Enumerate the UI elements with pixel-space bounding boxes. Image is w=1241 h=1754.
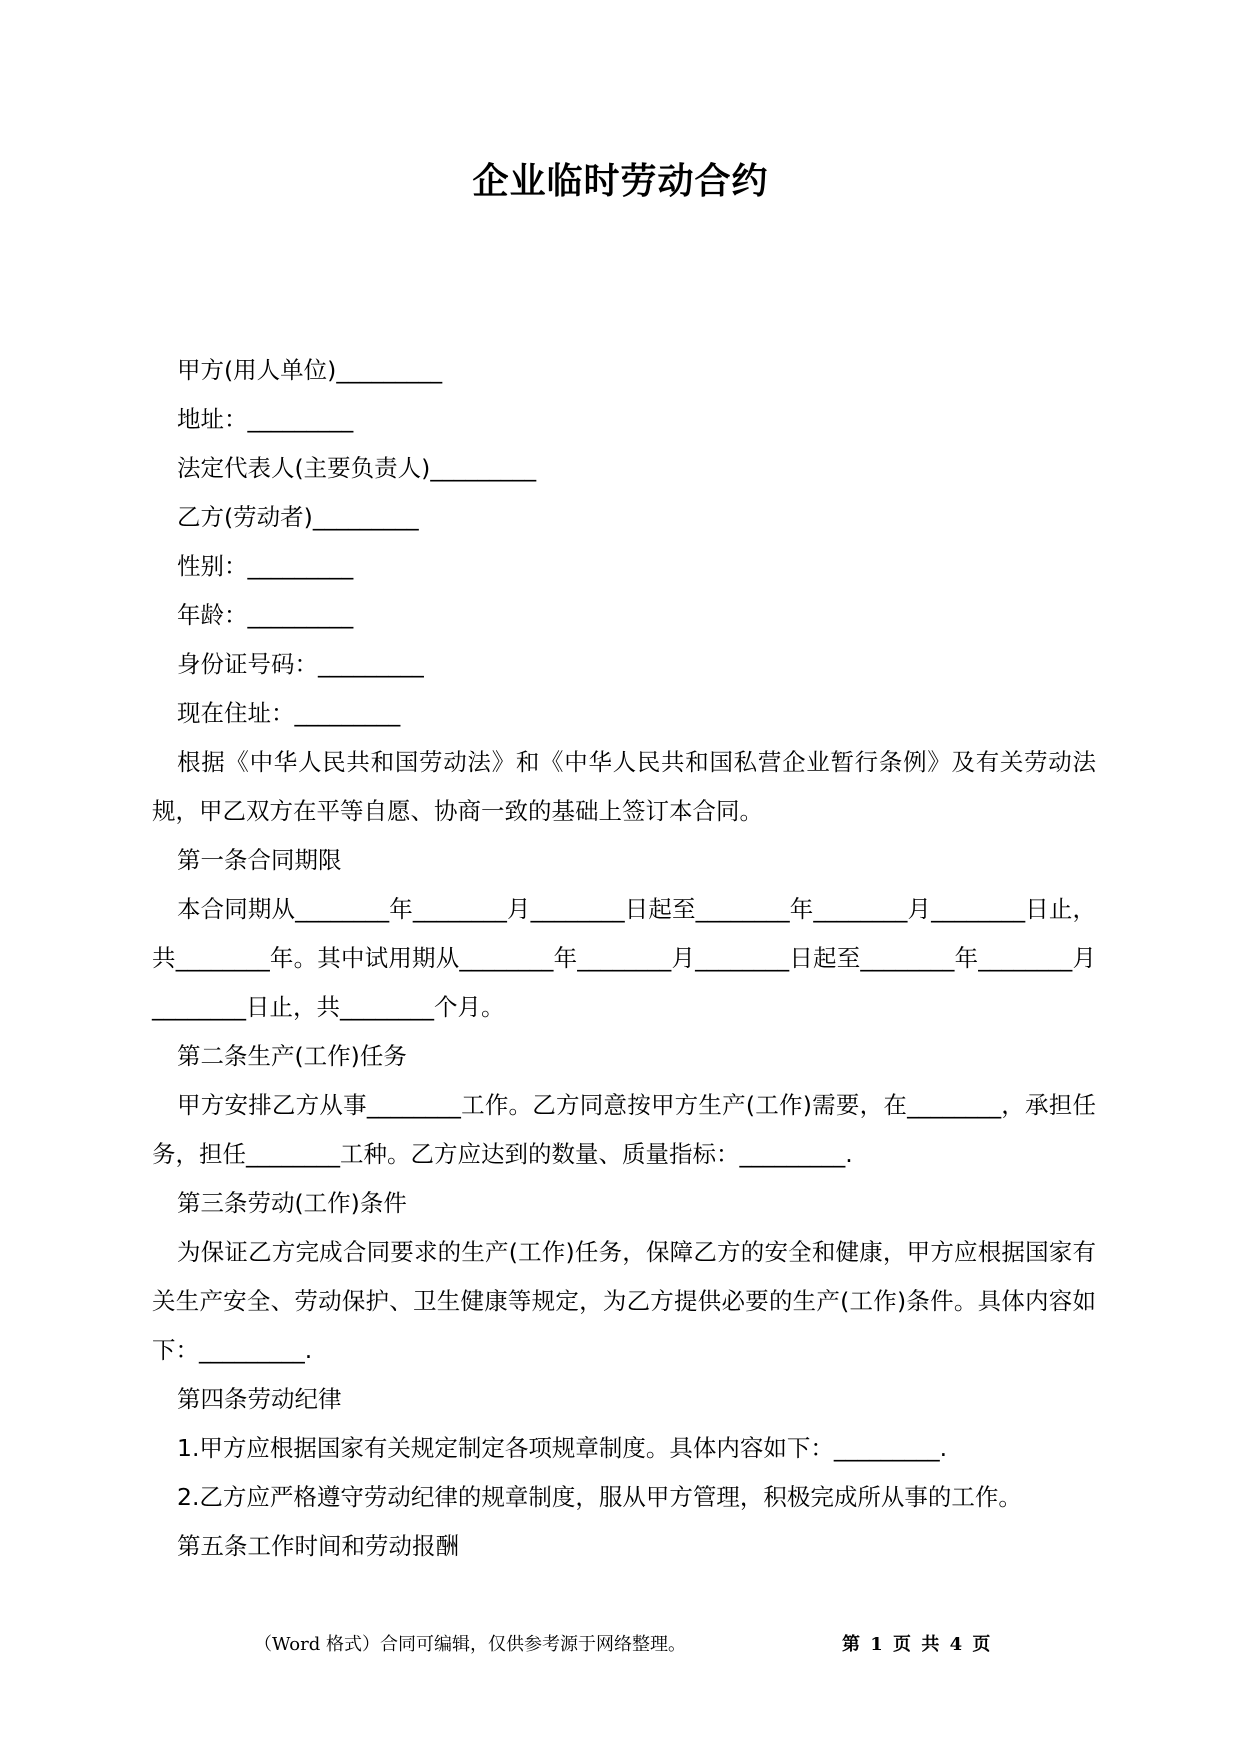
footer-note: （Word 格式）合同可编辑，仅供参考源于网络整理。 bbox=[254, 1634, 686, 1655]
article-4-heading: 第四条劳动纪律 bbox=[177, 1385, 342, 1413]
article-3-body: 为保证乙方完成合同要求的生产(工作)任务，保障乙方的安全和健康，甲方应根据国家有关生产安全、劳动保护、卫生健康等规定，为乙方提供必要的生产(工作)条件。具体内容如下：_________. bbox=[152, 1238, 1096, 1364]
article-1-heading: 第一条合同期限 bbox=[177, 846, 342, 874]
legal-representative-line: 法定代表人(主要负责人)_________ bbox=[177, 454, 537, 482]
party-a-line: 甲方(用人单位)_________ bbox=[177, 356, 443, 384]
article-1-body: 本合同期从________年________月________日起至________年________月________日止，共________年。其中试用期从________年________月________日起至________年________月________日止，共________个月。 bbox=[152, 895, 1096, 1021]
document-body bbox=[152, 346, 1096, 1571]
party-a-address-line: 地址：_________ bbox=[177, 405, 354, 433]
gender-line: 性别：_________ bbox=[177, 552, 354, 580]
article-2-body: 甲方安排乙方从事________工作。乙方同意按甲方生产(工作)需要，在________，承担任务，担任________工种。乙方应达到的数量、质量指标：_________. bbox=[152, 1091, 1096, 1168]
article-5-heading: 第五条工作时间和劳动报酬 bbox=[177, 1532, 459, 1560]
article-4-item-1: 1.甲方应根据国家有关规定制定各项规章制度。具体内容如下：_________. bbox=[177, 1434, 948, 1462]
intro-paragraph: 根据《中华人民共和国劳动法》和《中华人民共和国私营企业暂行条例》及有关劳动法规，甲乙双方在平等自愿、协商一致的基础上签订本合同。 bbox=[152, 748, 1096, 825]
id-number-line: 身份证号码：_________ bbox=[177, 650, 424, 678]
article-4-item-2: 2.乙方应严格遵守劳动纪律的规章制度，服从甲方管理，积极完成所从事的工作。 bbox=[177, 1483, 1022, 1511]
article-3-heading: 第三条劳动(工作)条件 bbox=[177, 1189, 407, 1217]
current-address-line: 现在住址：_________ bbox=[177, 699, 401, 727]
document-title: 企业临时劳动合约 bbox=[472, 161, 769, 202]
page-number: 第 1 页 共 4 页 bbox=[842, 1634, 993, 1655]
age-line: 年龄：_________ bbox=[177, 601, 354, 629]
party-b-line: 乙方(劳动者)_________ bbox=[177, 503, 419, 531]
article-2-heading: 第二条生产(工作)任务 bbox=[177, 1042, 407, 1070]
